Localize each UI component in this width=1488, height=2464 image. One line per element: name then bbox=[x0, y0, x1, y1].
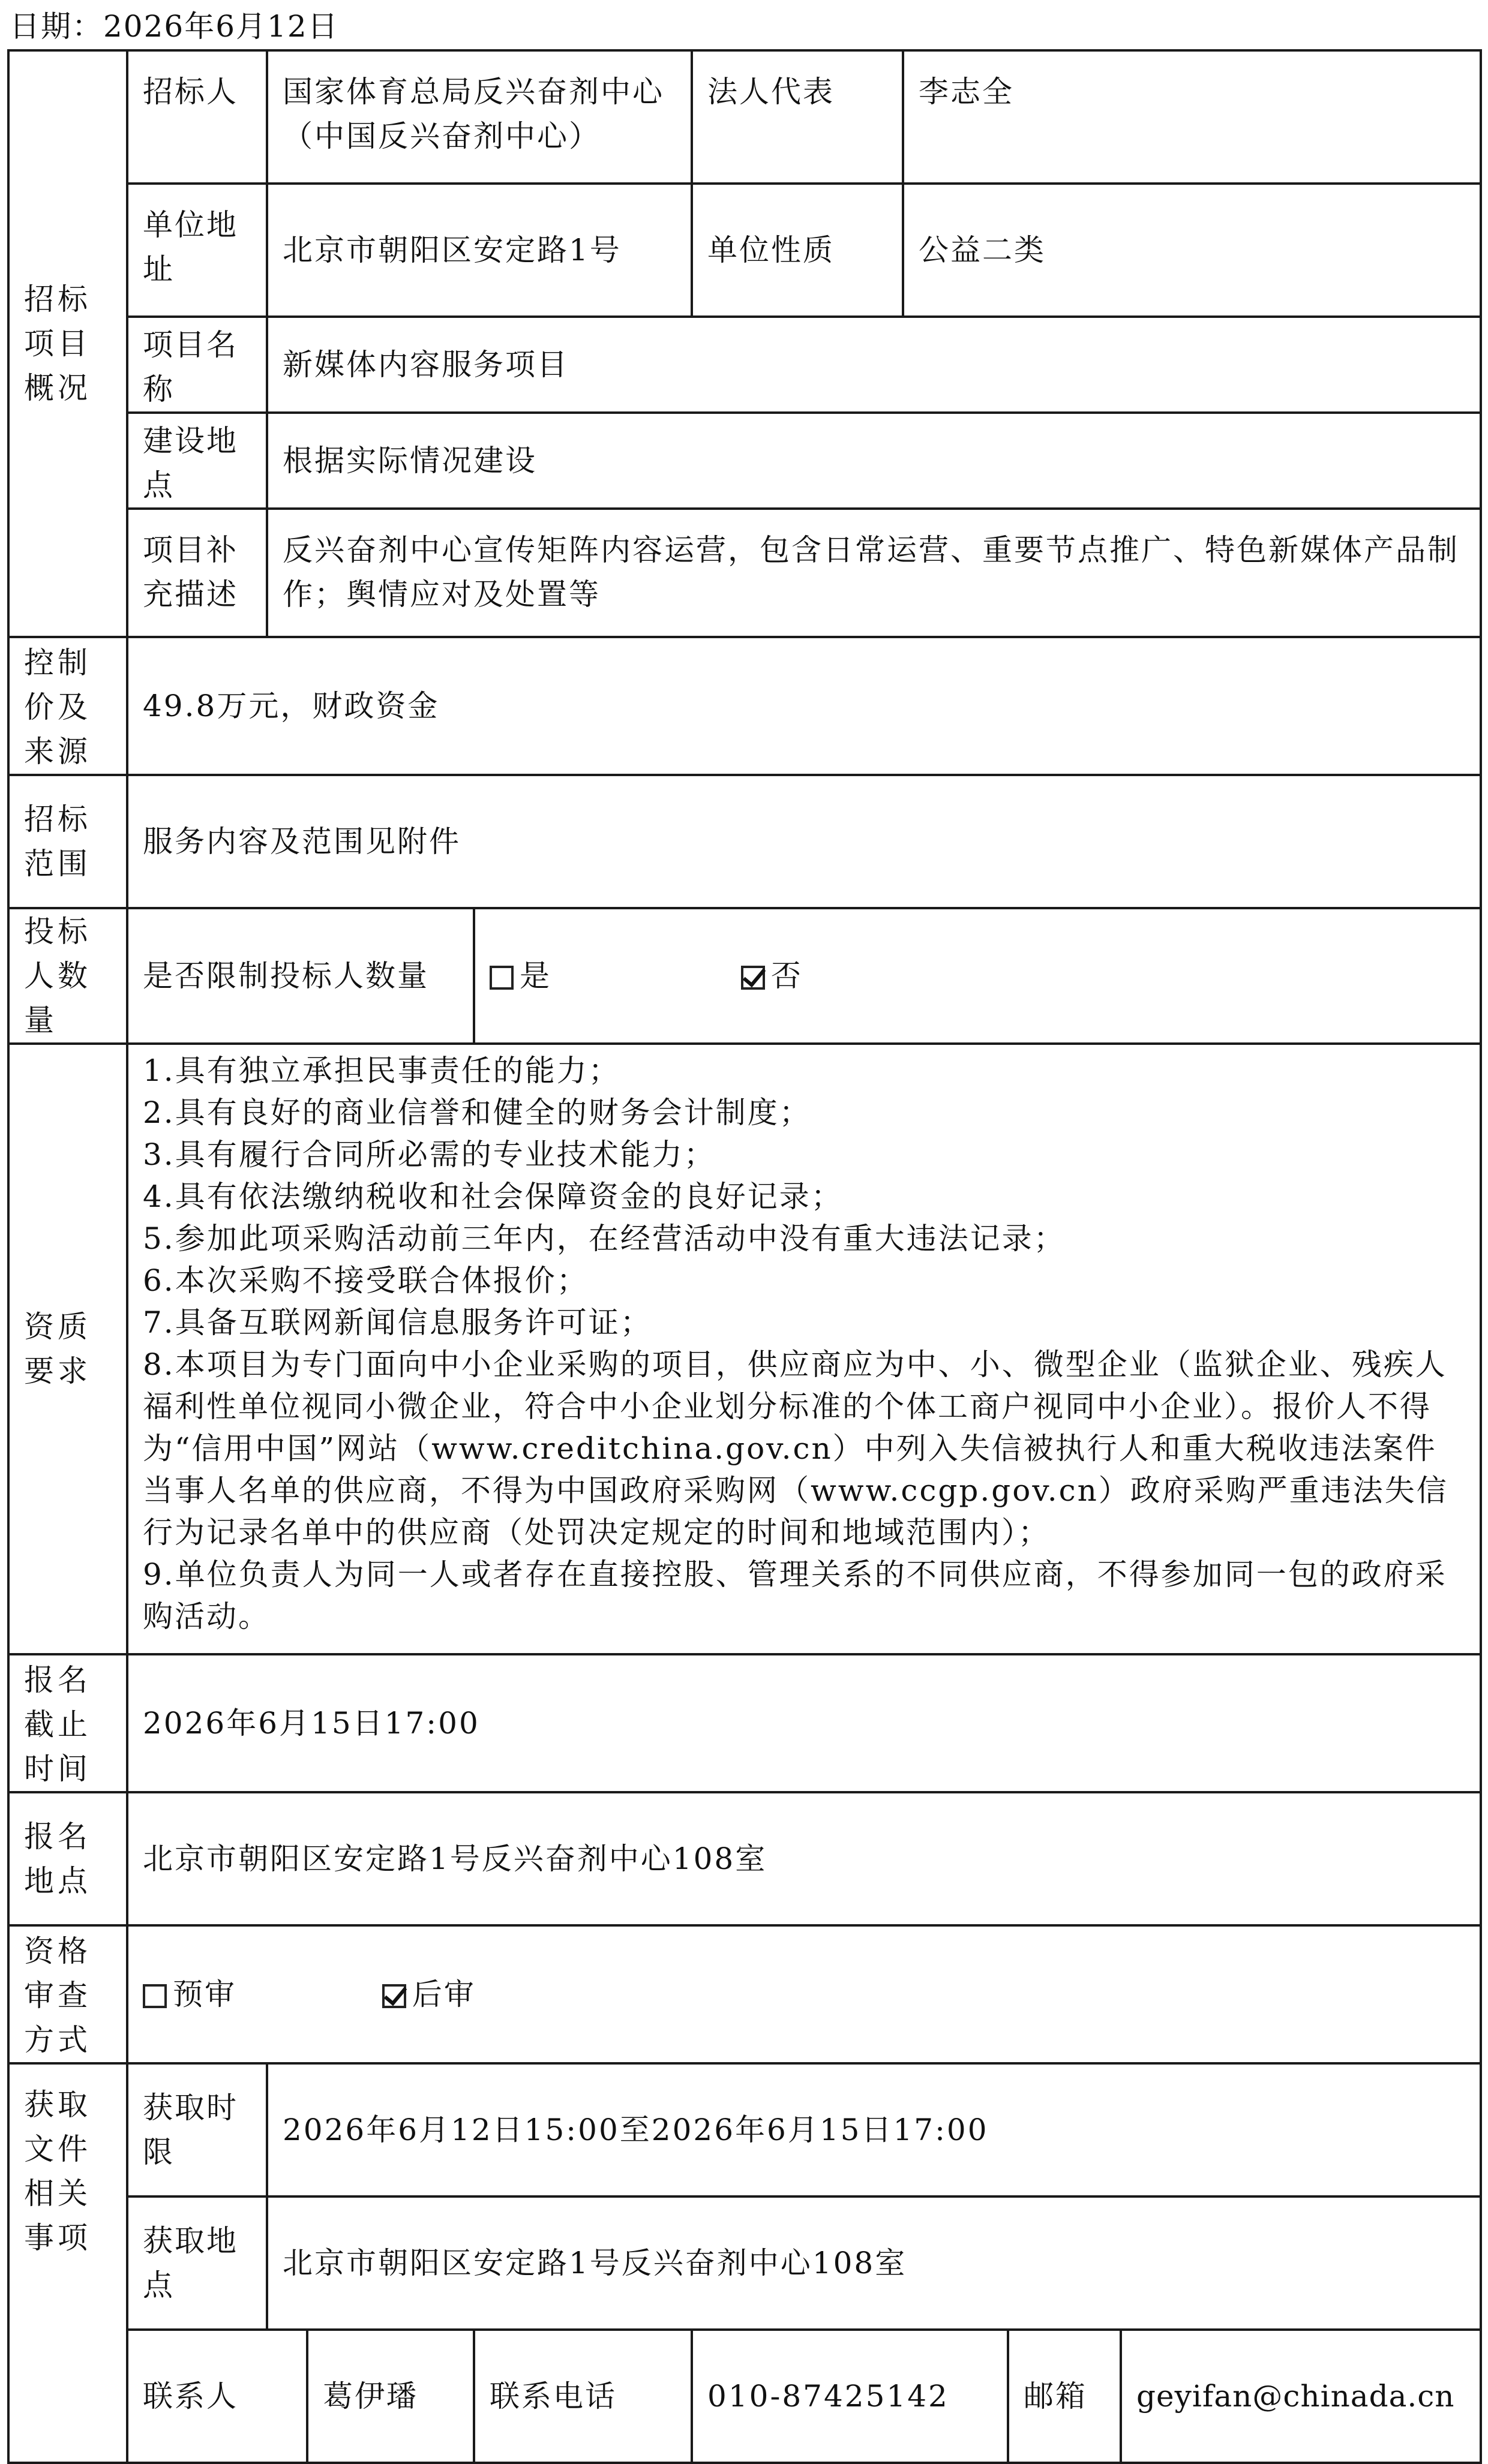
category-deadline: 报名截止时间 bbox=[8, 1654, 127, 1792]
acquisition-place-value: 北京市朝阳区安定路1号反兴奋剂中心108室 bbox=[267, 2196, 1481, 2330]
email-value[interactable]: geyifan@chinada.cn bbox=[1121, 2330, 1481, 2463]
contact-value: 葛伊璠 bbox=[307, 2330, 474, 2463]
location-value: 北京市朝阳区安定路1号反兴奋剂中心108室 bbox=[127, 1792, 1481, 1925]
qualification-item: 8.本项目为专门面向中小企业采购的项目，供应商应为中、小、微型企业（监狱企业、残疾人福利性单位视同小微企业，符合中小企业划分标准的个体工商户视同中小企业）。报价人不得为“信用中国”网站（www.creditchina.gov.cn）中列入失信被执行人和重大税收违法案件当事人名单的供应商，不得为中国政府采购网（www.ccgp.gov.cn）政府采购严重违法失信行为记录名单中的供应商（处罚决定规定的时间和地域范围内）； bbox=[143, 1347, 1448, 1550]
nature-value: 公益二类 bbox=[903, 184, 1481, 317]
tenderer-value: 国家体育总局反兴奋剂中心（中国反兴奋剂中心） bbox=[267, 50, 692, 184]
review-options bbox=[127, 1925, 1481, 2063]
deadline-value: 2026年6月15日17:00 bbox=[127, 1654, 1481, 1792]
qualification-item: 6.本次采购不接受联合体报价； bbox=[143, 1263, 589, 1298]
qualification-item: 9.单位负责人为同一人或者存在直接控股、管理关系的不同供应商，不得参加同一包的政府采购活动。 bbox=[143, 1557, 1447, 1634]
review-post-option[interactable]: 后审 bbox=[382, 1977, 476, 2012]
bidder-limit-question: 是否限制投标人数量 bbox=[127, 908, 474, 1044]
bidder-limit-no-option[interactable]: 否 bbox=[741, 958, 803, 993]
phone-value: 010-87425142 bbox=[692, 2330, 1008, 2463]
price-value: 49.8万元，财政资金 bbox=[127, 637, 1481, 775]
acquisition-time-label: 获取时限 bbox=[127, 2063, 267, 2196]
category-docs: 获取文件相关事项 bbox=[8, 2063, 127, 2463]
category-review: 资格审查方式 bbox=[8, 1925, 127, 2063]
email-label: 邮箱 bbox=[1008, 2330, 1121, 2463]
legal-rep-value: 李志全 bbox=[903, 50, 1481, 184]
bidder-limit-yes-option[interactable]: 是 bbox=[490, 954, 730, 998]
tenderer-label: 招标人 bbox=[127, 50, 267, 184]
qualification-item: 7.具备互联网新闻信息服务许可证； bbox=[143, 1305, 652, 1340]
checkbox-checked-icon[interactable] bbox=[741, 966, 765, 990]
qualification-item: 3.具有履行合同所必需的专业技术能力； bbox=[143, 1137, 716, 1172]
scope-value: 服务内容及范围见附件 bbox=[127, 775, 1481, 908]
category-bidders: 投标人数量 bbox=[8, 908, 127, 1044]
category-location: 报名地点 bbox=[8, 1792, 127, 1925]
site-value: 根据实际情况建设 bbox=[267, 413, 1481, 509]
category-overview: 招标项目概况 bbox=[8, 50, 127, 637]
checkbox-unchecked-icon[interactable] bbox=[143, 1984, 167, 2008]
tender-info-table bbox=[7, 49, 1482, 2464]
category-scope: 招标范围 bbox=[8, 775, 127, 908]
project-name-value: 新媒体内容服务项目 bbox=[267, 317, 1481, 413]
phone-label: 联系电话 bbox=[474, 2330, 692, 2463]
bidder-limit-options bbox=[474, 908, 1481, 1044]
acquisition-time-value: 2026年6月12日15:00至2026年6月15日17:00 bbox=[267, 2063, 1481, 2196]
qualification-list bbox=[127, 1044, 1481, 1654]
category-qualification: 资质要求 bbox=[8, 1044, 127, 1654]
checkbox-checked-icon[interactable] bbox=[382, 1984, 406, 2008]
review-pre-option[interactable]: 预审 bbox=[143, 1972, 371, 2017]
desc-value: 反兴奋剂中心宣传矩阵内容运营，包含日常运营、重要节点推广、特色新媒体产品制作；舆情应对及处置等 bbox=[267, 509, 1481, 637]
address-value: 北京市朝阳区安定路1号 bbox=[267, 184, 692, 317]
qualification-item: 4.具有依法缴纳税收和社会保障资金的良好记录； bbox=[143, 1179, 843, 1214]
qualification-item: 2.具有良好的商业信誉和健全的财务会计制度； bbox=[143, 1095, 811, 1130]
legal-rep-label: 法人代表 bbox=[692, 50, 903, 184]
contact-label: 联系人 bbox=[127, 2330, 307, 2463]
project-name-label: 项目名称 bbox=[127, 317, 267, 413]
qualification-item: 1.具有独立承担民事责任的能力； bbox=[143, 1053, 620, 1088]
acquisition-place-label: 获取地点 bbox=[127, 2196, 267, 2330]
document-date: 日期：2026年6月12日 bbox=[10, 9, 339, 44]
nature-label: 单位性质 bbox=[692, 184, 903, 317]
site-label: 建设地点 bbox=[127, 413, 267, 509]
address-label: 单位地址 bbox=[127, 184, 267, 317]
desc-label: 项目补充描述 bbox=[127, 509, 267, 637]
checkbox-unchecked-icon[interactable] bbox=[490, 966, 514, 990]
category-price: 控制价及来源 bbox=[8, 637, 127, 775]
qualification-item: 5.参加此项采购活动前三年内，在经营活动中没有重大违法记录； bbox=[143, 1221, 1066, 1256]
